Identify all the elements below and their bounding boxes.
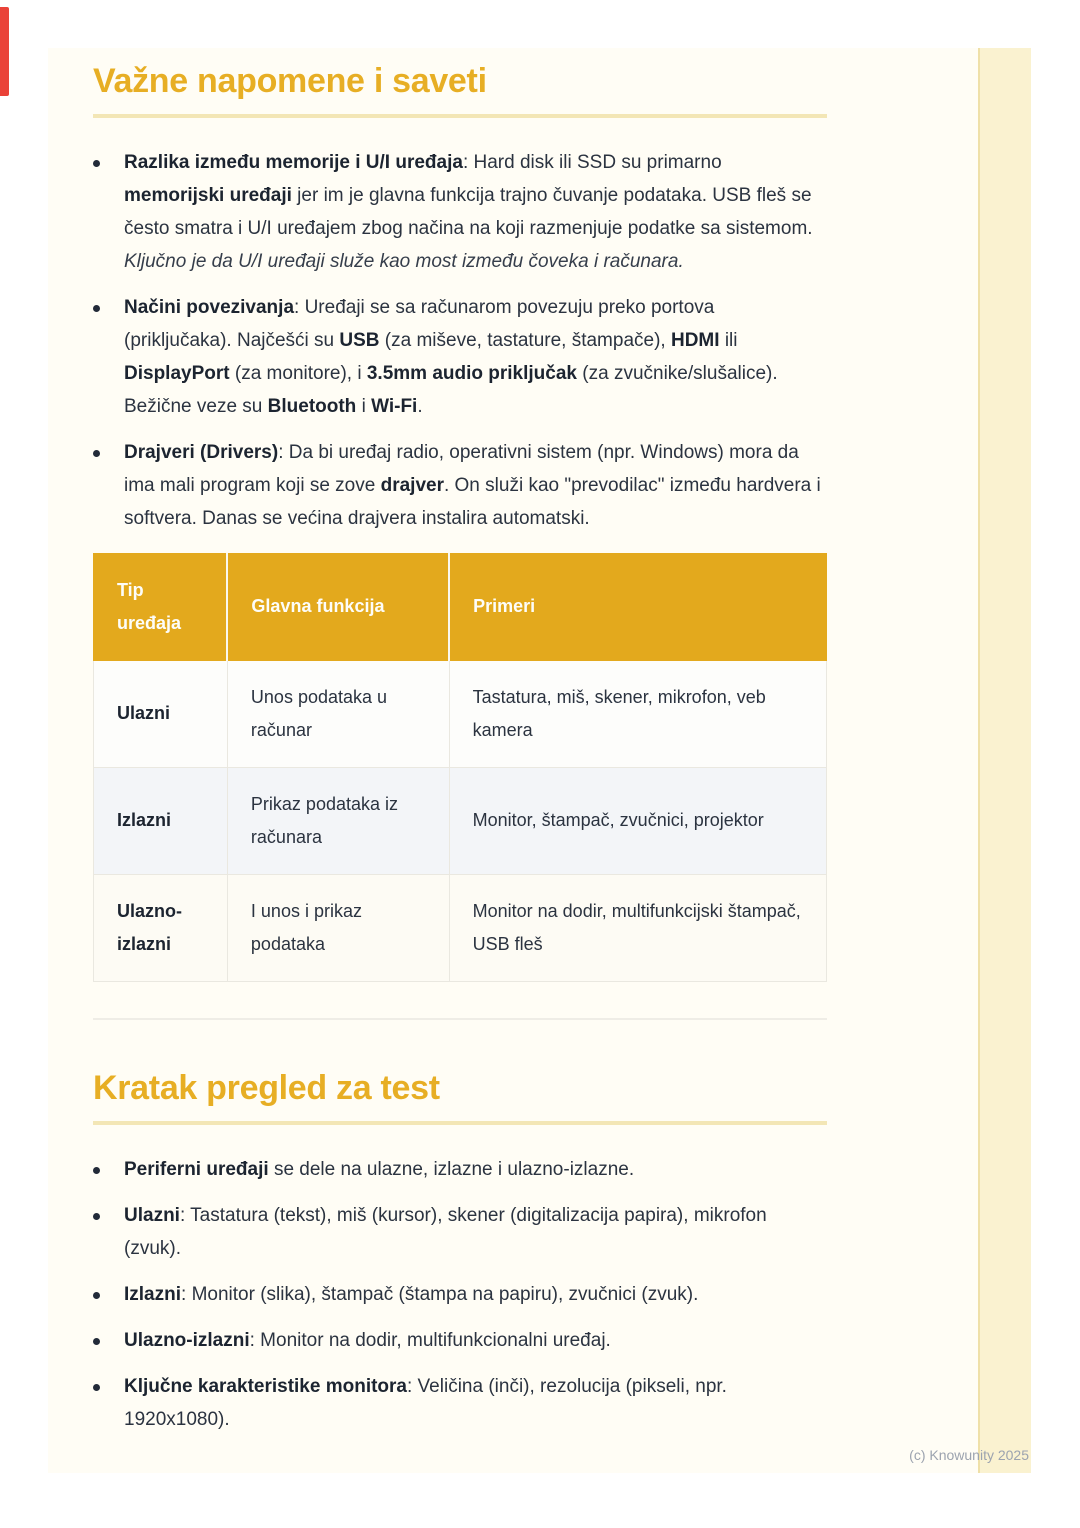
cell-examples: Monitor, štampač, zvučnici, projektor: [449, 767, 826, 874]
table-row: [94, 660, 827, 767]
cell-main-function: Unos podataka u računar: [227, 660, 449, 767]
bullet-text: Razlika između memorije i U/I uređaja: Hard disk ili SSD su primarno memorijski uređaji jer im je glavna funkcija trajno čuvanje podataka. USB fleš se često smatra i U/I uređajem zbog načina na koji razmenjuje podatke sa sistemom. Ključno je da U/I uređaji služe kao most između čoveka i računara.: [124, 151, 813, 272]
list-item: [93, 1153, 827, 1186]
cell-main-function: Prikaz podataka iz računara: [227, 767, 449, 874]
device-types-table: [93, 553, 827, 982]
bullet-dot-icon: [93, 450, 100, 457]
table-row: [94, 767, 827, 874]
table-row: [94, 874, 827, 981]
bullet-dot-icon: [93, 1292, 100, 1299]
bullet-text: Ulazno-izlazni: Monitor na dodir, multifunkcionalni uređaj.: [124, 1329, 611, 1351]
bullet-dot-icon: [93, 160, 100, 167]
copyright-text: (c) Knowunity 2025: [909, 1447, 1029, 1463]
title-underline: [93, 1121, 827, 1125]
list-item: [93, 1370, 827, 1436]
title-underline: [93, 114, 827, 118]
bullet-text: Ključne karakteristike monitora: Veličina (inči), rezolucija (pikseli, npr. 1920x1080).: [124, 1375, 727, 1430]
list-item: [93, 291, 827, 423]
cell-examples: Monitor na dodir, multifunkcijski štampač, USB fleš: [449, 874, 826, 981]
cell-examples: Tastatura, miš, skener, mikrofon, veb kamera: [449, 660, 826, 767]
bullet-text: Izlazni: Monitor (slika), štampač (štampa na papiru), zvučnici (zvuk).: [124, 1283, 699, 1305]
bullet-text: Drajveri (Drivers): Da bi uređaj radio, operativni sistem (npr. Windows) mora da ima mali program koji se zove drajver. On služi kao "prevodilac" između hardvera i softvera. Danas se većina drajvera instalira automatski.: [124, 441, 821, 529]
col-header-device-type: Tip uređaja: [94, 553, 228, 660]
bullet-dot-icon: [93, 1213, 100, 1220]
section-title-review: Kratak pregled za test: [93, 1068, 440, 1107]
cell-device-type: Ulazno-izlazni: [94, 874, 228, 981]
right-accent-stripe: [978, 48, 1031, 1473]
list-item: [93, 1324, 827, 1357]
notes-bullet-list: [93, 146, 827, 535]
bullet-text: Periferni uređaji se dele na ulazne, izlazne i ulazno-izlazne.: [124, 1158, 635, 1180]
bullet-dot-icon: [93, 1167, 100, 1174]
section-title-notes: Važne napomene i saveti: [93, 62, 487, 100]
bullet-text: Načini povezivanja: Uređaji se sa računarom povezuju preko portova (priključaka). Najčešći su USB (za miševe, tastature, štampače), HDMI ili DisplayPort (za monitore), i 3.5mm audio priključak (za zvučnike/slušalice). Bežične veze su Bluetooth i Wi-Fi.: [124, 296, 778, 417]
notes-card: [48, 48, 1031, 1473]
cell-main-function: I unos i prikaz podataka: [227, 874, 449, 981]
col-header-examples: Primeri: [449, 553, 826, 660]
bullet-dot-icon: [93, 1338, 100, 1345]
note-content: [93, 48, 827, 1449]
col-header-main-function: Glavna funkcija: [227, 553, 449, 660]
cell-device-type: Ulazni: [94, 660, 228, 767]
section-divider: [93, 1018, 827, 1020]
bullet-dot-icon: [93, 1384, 100, 1391]
bullet-text: Ulazni: Tastatura (tekst), miš (kursor), skener (digitalizacija papira), mikrofon (zvuk).: [124, 1204, 767, 1259]
list-item: [93, 436, 827, 535]
list-item: [93, 1278, 827, 1311]
cell-device-type: Izlazni: [94, 767, 228, 874]
list-item: [93, 1199, 827, 1265]
table-header-row: [94, 553, 827, 660]
review-bullet-list: [93, 1153, 827, 1436]
bullet-dot-icon: [93, 305, 100, 312]
left-edge-red-marker: [0, 7, 9, 96]
list-item: [93, 146, 827, 278]
